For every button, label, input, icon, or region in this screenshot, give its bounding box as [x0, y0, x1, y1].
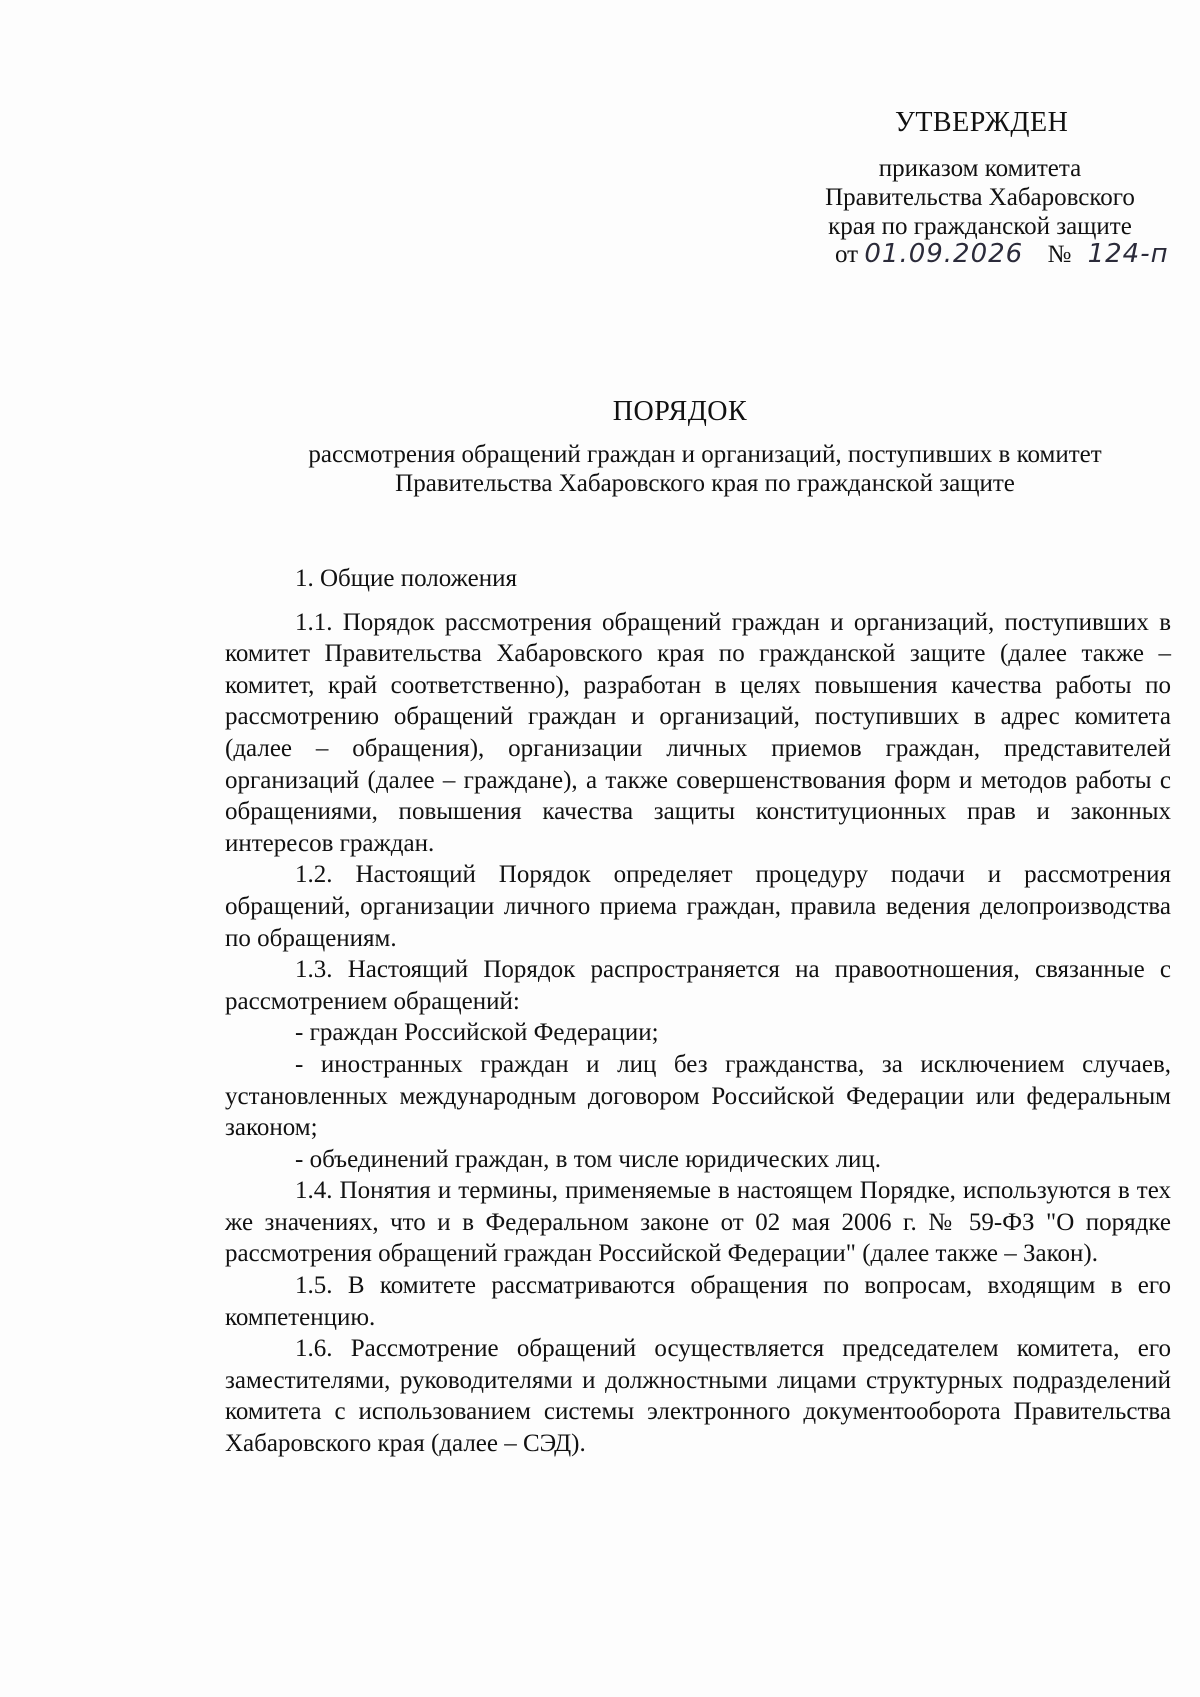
section-heading: 1. Общие положения: [295, 565, 517, 592]
document-title: ПОРЯДОК: [612, 396, 748, 427]
list-item-associations: - объединений граждан, в том числе юридических лиц.: [295, 1145, 882, 1173]
document-body: [225, 563, 1171, 1460]
subtitle-line-2: Правительства Хабаровского края по гражданской защите: [395, 470, 1015, 497]
approval-date: 01.09.2026: [864, 239, 1024, 269]
subtitle-line-1: рассмотрения обращений граждан и организаций, поступивших в комитет: [308, 441, 1102, 468]
paragraph-1-3: 1.3. Настоящий Порядок распространяется на правоотношения, связанные с рассмотрением обращений:: [225, 956, 1171, 1015]
approval-line-2: Правительства Хабаровского: [825, 184, 1135, 211]
approval-line-1: приказом комитета: [878, 155, 1082, 182]
approval-line-3: края по гражданской защите: [828, 213, 1132, 240]
paragraph-1-4: 1.4. Понятия и термины, применяемые в настоящем Порядке, используются в тех же значениях, что и в Федеральном законе от 02 мая 2006 г. № 59-ФЗ "О порядке рассмотрения обращений граждан Российской Федерации" (далее также – Закон).: [225, 1177, 1171, 1268]
paragraph-1-2: 1.2. Настоящий Порядок определяет процедуру подачи и рассмотрения обращений, организации личного приема граждан, правила ведения делопроизводства по обращениям.: [225, 861, 1171, 952]
paragraph-1-6: 1.6. Рассмотрение обращений осуществляется председателем комитета, его заместителями, руководителями и должностными лицами структурных подразделений комитета с использованием системы электронного документооборота Правительства Хабаровского края (далее – СЭД).: [225, 1335, 1171, 1458]
paragraph-1-5: 1.5. В комитете рассматриваются обращения по вопросам, входящим в его компетенцию.: [225, 1272, 1171, 1331]
list-item-citizens: - граждан Российской Федерации;: [295, 1019, 659, 1047]
paragraph-1-1: 1.1. Порядок рассмотрения обращений граждан и организаций, поступивших в комитет Правительства Хабаровского края по гражданской защите (далее также – комитет, край соответственно), разработан в целях повышения качества работы по рассмотрению обращений граждан и организаций, поступивших в адрес комитета (далее – обращения), организации личных приемов граждан, представителей организаций (далее – граждане), а также совершенствования форм и методов работы с обращениями, повышения качества защиты конституционных прав и законных интересов граждан.: [225, 608, 1171, 857]
approval-number: 124-п: [1087, 239, 1169, 269]
number-label: №: [1047, 241, 1072, 268]
approval-title: УТВЕРЖДЕН: [895, 107, 1069, 138]
from-label: от: [835, 241, 859, 268]
document-subtitle: [255, 440, 1155, 498]
approval-authority: [780, 154, 1180, 241]
approval-number-line: [835, 240, 1169, 269]
list-item-foreigners: - иностранных граждан и лиц без гражданства, за исключением случаев, установленных международным договором Российской Федерации или федеральным законом;: [225, 1050, 1171, 1142]
